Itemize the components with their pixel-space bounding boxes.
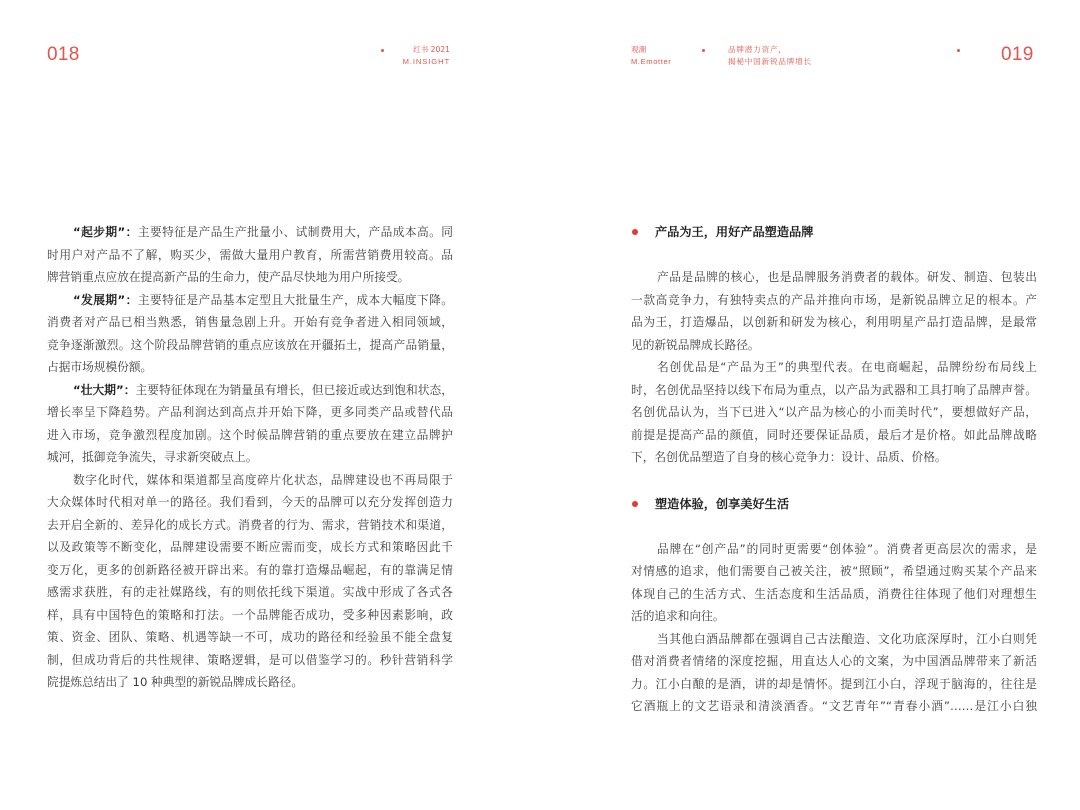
body-line: 对情感的追求，他们需要自己被关注，被“照顾”，希望通过购买某个产品来 bbox=[631, 564, 1037, 578]
body-line: 时用户对产品不了解，购买少，需做大量用户教育，所需营销费用较高。品 bbox=[47, 247, 453, 262]
body-line: 前提是提高产品的颜值，同时还要保证品质，最后才是价格。如此品牌战略 bbox=[631, 427, 1037, 442]
body-line: 下，名创优品塑造了自身的核心竞争力：设计、品质、价格。 bbox=[631, 450, 947, 464]
page-number: 018 bbox=[47, 44, 80, 65]
phase-label: “发展期”： bbox=[73, 292, 138, 307]
body-line: 竞争逐渐激烈。这个阶段品牌营销的重点应该放在开疆拓土，提高产品销量， bbox=[47, 337, 453, 352]
body-line: 占据市场规模份额。 bbox=[47, 360, 153, 374]
section-heading bbox=[631, 493, 1037, 516]
body-line: 数字化时代，媒体和渠道都呈高度碎片化状态，品牌建设也不再局限于 bbox=[73, 472, 453, 487]
body-line: 力。江小白酿的是酒，讲的却是情怀。提到江小白，浮现于脑海的，往往是 bbox=[631, 676, 1037, 691]
paragraph bbox=[631, 538, 1037, 628]
body-line: 借对消费者情绪的深度挖掘，用直达人心的文案，为中国酒品牌带来了新活 bbox=[631, 654, 1037, 668]
paragraph bbox=[631, 356, 1037, 469]
body-line: 一款高竞争力，有独特卖点的产品并推向市场，是新锐品牌立足的根本。产 bbox=[631, 292, 1037, 307]
section-heading-text: 塑造体验，创享美好生活 bbox=[655, 496, 790, 511]
bullet-dot-icon bbox=[632, 229, 638, 235]
body-line: 体现自己的生活方式、生活态度和生活品质，消费往往体现了他们对理想生 bbox=[631, 586, 1037, 601]
body-line: 增长率呈下降趋势。产品利润达到高点并开始下降，更多同类产品或替代品 bbox=[47, 405, 453, 419]
body-line: 变万化，更多的创新路径被开辟出来。有的靠打造爆品崛起，有的靠满足情 bbox=[47, 562, 453, 577]
body-line: 样，具有中国特色的策略和打法。一个品牌能否成功，受多种因素影响，政 bbox=[47, 607, 453, 622]
paragraph bbox=[631, 628, 1037, 718]
separator-dot-icon bbox=[702, 49, 705, 52]
body-line: 感需求获胜，有的走社媒路线，有的则依托线下渠道。实战中形成了各式各 bbox=[47, 585, 453, 599]
section-heading bbox=[631, 221, 1037, 244]
section-heading-text: 产品为王，用好产品塑造品牌 bbox=[655, 225, 814, 239]
phase-label: “起步期”： bbox=[73, 225, 138, 239]
separator-dot-icon bbox=[957, 49, 960, 52]
body-line: 品为王，打造爆品，以创新和研发为核心，利用明星产品打造品牌，是最常 bbox=[631, 315, 1037, 329]
body-line: 策、资金、团队、策略、机遇等缺一不可，成功的路径和经验虽不能全盘复 bbox=[47, 630, 453, 644]
header-report-subtitle: M.INSIGHT bbox=[402, 57, 450, 66]
right-page bbox=[540, 0, 1080, 810]
body-line: 时，名创优品坚持以线下布局为重点，以产品为武器和工具打响了品牌声誉。 bbox=[631, 382, 1037, 397]
body-line bbox=[47, 221, 453, 244]
page-number: 019 bbox=[1001, 44, 1034, 65]
body-line-text: 主要特征体现在为销量虽有增长，但已接近或达到饱和状态， bbox=[135, 382, 453, 397]
body-line: 产品是品牌的核心，也是品牌服务消费者的载体。研发、制造、包装出 bbox=[657, 270, 1037, 284]
body-line: 进入市场，竞争激烈程度加剧。这个时候品牌营销的重点要放在建立品牌护 bbox=[47, 427, 453, 442]
header-chapter-title-line1: 品牌潜力资产， bbox=[728, 45, 787, 54]
header-section-name: 观潮 bbox=[631, 45, 647, 54]
body-line: 院提炼总结出了 10 种典型的新锐品牌成长路径。 bbox=[47, 675, 304, 689]
body-line: 它酒瓶上的文艺语录和清淡酒香。“文艺青年”“青春小酒”……是江小白独 bbox=[631, 699, 1037, 713]
right-body-text bbox=[631, 221, 1037, 718]
section-experience bbox=[631, 493, 1037, 718]
paragraph-digital-era bbox=[47, 469, 453, 694]
paragraph-startup-phase bbox=[47, 221, 453, 289]
header-chapter-title-line2: 揭秘中国新锐品牌增长 bbox=[728, 57, 812, 66]
body-line: 牌营销重点应放在提高新产品的生命力，使产品尽快地为用户所接受。 bbox=[47, 270, 410, 284]
body-line: 当其他白酒品牌都在强调自己古法酿造、文化功底深厚时，江小白则凭 bbox=[657, 631, 1037, 646]
body-line: 名创优品是“产品为王”的典型代表。在电商崛起，品牌纷纷布局线上 bbox=[657, 360, 1037, 374]
body-line bbox=[47, 289, 453, 312]
body-line: 消费者对产品已相当熟悉，销售量急剧上升。开始有竞争者进入相同领域， bbox=[47, 315, 453, 329]
body-line-text: 主要特征是产品基本定型且大批量生产，成本大幅度下降。 bbox=[137, 292, 453, 307]
paragraph-growth-phase bbox=[47, 289, 453, 379]
section-product-first bbox=[631, 221, 1037, 469]
body-line bbox=[47, 379, 453, 402]
body-line: 名创优品认为，当下已进入“以产品为核心的小而美时代”，要想做好产品， bbox=[631, 405, 1037, 419]
body-line: 活的追求和向往。 bbox=[631, 609, 725, 623]
body-line: 制，但成功背后的共性规律、策略逻辑，是可以借鉴学习的。秒针营销科学 bbox=[47, 652, 453, 667]
header-section-name-en: M.Emotter bbox=[631, 57, 672, 66]
body-line: 去开启全新的、差异化的成长方式。消费者的行为、需求，营销技术和渠道， bbox=[47, 517, 453, 532]
body-line-text: 主要特征是产品生产批量小、试制费用大，产品成本高。同 bbox=[137, 225, 453, 239]
bullet-dot-icon bbox=[632, 501, 638, 507]
body-line: 城河，抵御竞争流失，寻求新突破点上。 bbox=[47, 450, 258, 464]
body-line: 以及政策等不断变化，品牌建设需要不断应需而变，成长方式和策略因此千 bbox=[47, 540, 453, 554]
paragraph-expansion-phase bbox=[47, 379, 453, 469]
paragraph bbox=[631, 266, 1037, 356]
body-line: 品牌在“创产品”的同时更需要“创体验”。消费者更高层次的需求，是 bbox=[657, 541, 1037, 556]
left-body-text bbox=[47, 221, 453, 694]
phase-label: “壮大期”： bbox=[73, 382, 136, 397]
body-line: 见的新锐品牌成长路径。 bbox=[631, 337, 760, 352]
body-line: 大众媒体时代相对单一的路径。我们看到，今天的品牌可以充分发挥创造力 bbox=[47, 495, 453, 509]
header-report-title: 红书 2021 bbox=[413, 45, 450, 54]
